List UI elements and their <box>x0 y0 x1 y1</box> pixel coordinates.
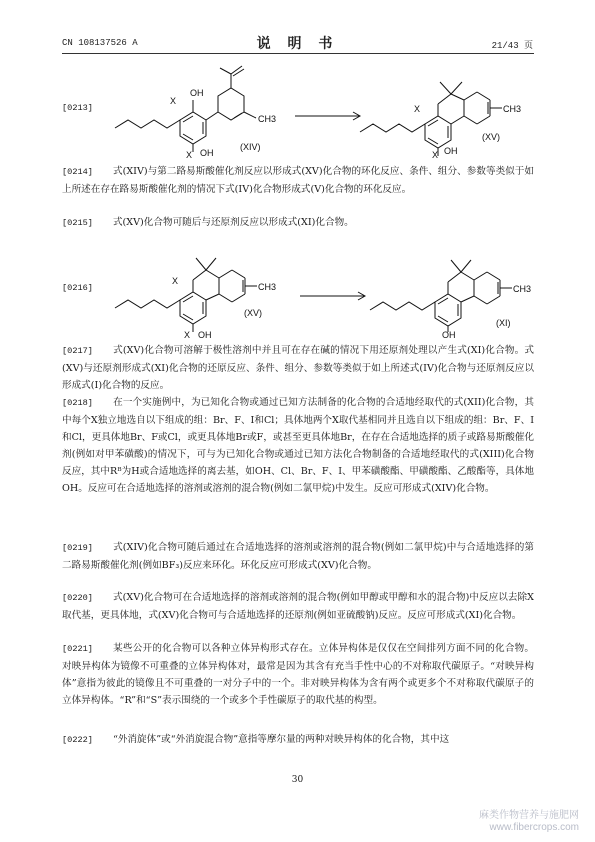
paragraph-0214: [0214] 式(XIV)与第二路易斯酸催化剂反应以形成式(XV)化合物的环化反应、条件、组分、参数等类似于如上所述在存在路易斯酸催化剂的情况下式(IV)化合物形成式(V)化合物的环化反应。 <box>62 166 534 195</box>
figure-label-0213: [0213] <box>62 103 93 113</box>
paragraph-0217: [0217] 式(XV)化合物可溶解于极性溶剂中并且可在存在碱的情况下用还原剂处理以产生式(XI)化合物。式(XV)与还原剂形成式(XI)化合物的还原反应、条件、组分、参数等类似于如上所述式(IV)化合物与还原剂反应以形成式(I)化合物的反应。 <box>62 345 534 391</box>
watermark-line-2: www.fibercrops.com <box>489 822 579 833</box>
substituent-ch3-right: CH3 <box>513 284 532 294</box>
substituent-ch3-left: CH3 <box>258 282 277 292</box>
paragraph-0215: [0215] 式(XV)化合物可随后与还原剂反应以形成式(XI)化合物。 <box>62 217 354 228</box>
watermark <box>479 810 579 834</box>
substituent-ch3-right: CH3 <box>503 104 522 114</box>
paragraph-0219: [0219] 式(XIV)化合物可随后通过在合适地选择的溶剂或溶剂的混合物(例如二氯甲烷)中与合适地选择的第二路易斯酸催化剂(例如BF₃)反应来环化。环化反应可形成式(XV)化合物。 <box>62 542 534 571</box>
substituent-x-top-right: X <box>414 104 421 114</box>
substituent-oh-right: OH <box>442 330 456 338</box>
substituent-ch3-left: CH3 <box>258 114 277 124</box>
patent-number: CN 108137526 A <box>62 38 138 48</box>
substituent-oh-left: OH <box>198 330 212 338</box>
substituent-oh-bottom-left: OH <box>200 148 214 158</box>
substituent-x-bottom: X <box>184 330 191 338</box>
paragraph-0222: [0222] “外消旋体”或“外消旋混合物”意指等摩尔量的两种对映异构体的化合物，其中这 <box>62 734 450 745</box>
page-number: 30 <box>291 775 304 785</box>
compound-label-xv: (XV) <box>482 132 500 142</box>
compound-label-xv-2: (XV) <box>244 308 262 318</box>
reaction-scheme-0213 <box>110 60 540 160</box>
substituent-x-top: X <box>172 276 179 286</box>
substituent-x-top-left: X <box>170 96 177 106</box>
paragraph-0220: [0220] 式(XV)化合物可在合适地选择的溶剂或溶剂的混合物(例如甲醇或甲醇和水的混合物)中反应以去除X取代基，更具体地，式(XV)化合物可与合适地选择的还原剂(例如亚硫酸钠)反应。反应可形成式(XI)化合物。 <box>62 592 534 621</box>
paragraph-0221: [0221] 某些公开的化合物可以各种立体异构形式存在。立体异构体是仅仅在空间排列方面不同的化合物。对映异构体为镜像不可重叠的立体异构体对，最常是因为其含有充当手性中心的不对称取代碳原子。“对映异构体”意指为彼此的镜像且不可重叠的一对分子中的一个。非对映异构体为含有两个或更多个不对称取代碳原子的立体异构体。“R”和“S”表示围绕的一个或多个手性碳原子的取代基的构型。 <box>62 643 534 706</box>
substituent-oh-right: OH <box>444 146 458 156</box>
document-title: 说 明 书 <box>256 36 339 52</box>
compound-label-xiv: (XIV) <box>240 142 261 152</box>
figure-label-0216: [0216] <box>62 283 93 293</box>
paragraph-0218: [0218] 在一个实施例中，为已知化合物或通过已知方法制备的化合物的合适地经取代的式(XII)化合物，其中每个X独立地选自以下组成的组：Br、F、I和Cl；具体地两个X取代基相同并且选自以下组成的组：Br、F、I和Cl，更具体地Br、F或Cl，或更具体地Br或F，或甚至更具体地Br，在存在合适地选择的质子或路易斯酸催化剂(例如对甲苯磺酸)的情况下，可与为已知化合物或通过已知方法化合物制备的合适地经取代的式(XIII)化合物反应，其中Rᴮ为H或合适地选择的离去基，如OH、Cl、Br、F、I、甲苯磺酸酯、甲磺酸酯、乙酸酯等，具体地OH。反应可在合适地选择的溶剂或溶剂的混合物(例如二氯甲烷)中发生。反应可形成式(XIV)化合物。 <box>62 397 534 494</box>
substituent-oh-top-left: OH <box>190 88 204 98</box>
header-divider <box>62 53 534 54</box>
watermark-line-1: 麻类作物营养与施肥网 <box>479 810 579 821</box>
substituent-x-bottom-left: X <box>186 150 193 160</box>
substituent-x-bottom-right: X <box>432 150 439 160</box>
compound-label-xi: (XI) <box>496 318 511 328</box>
reaction-scheme-0216 <box>110 238 540 338</box>
page-indicator: 21/43 页 <box>491 41 533 51</box>
